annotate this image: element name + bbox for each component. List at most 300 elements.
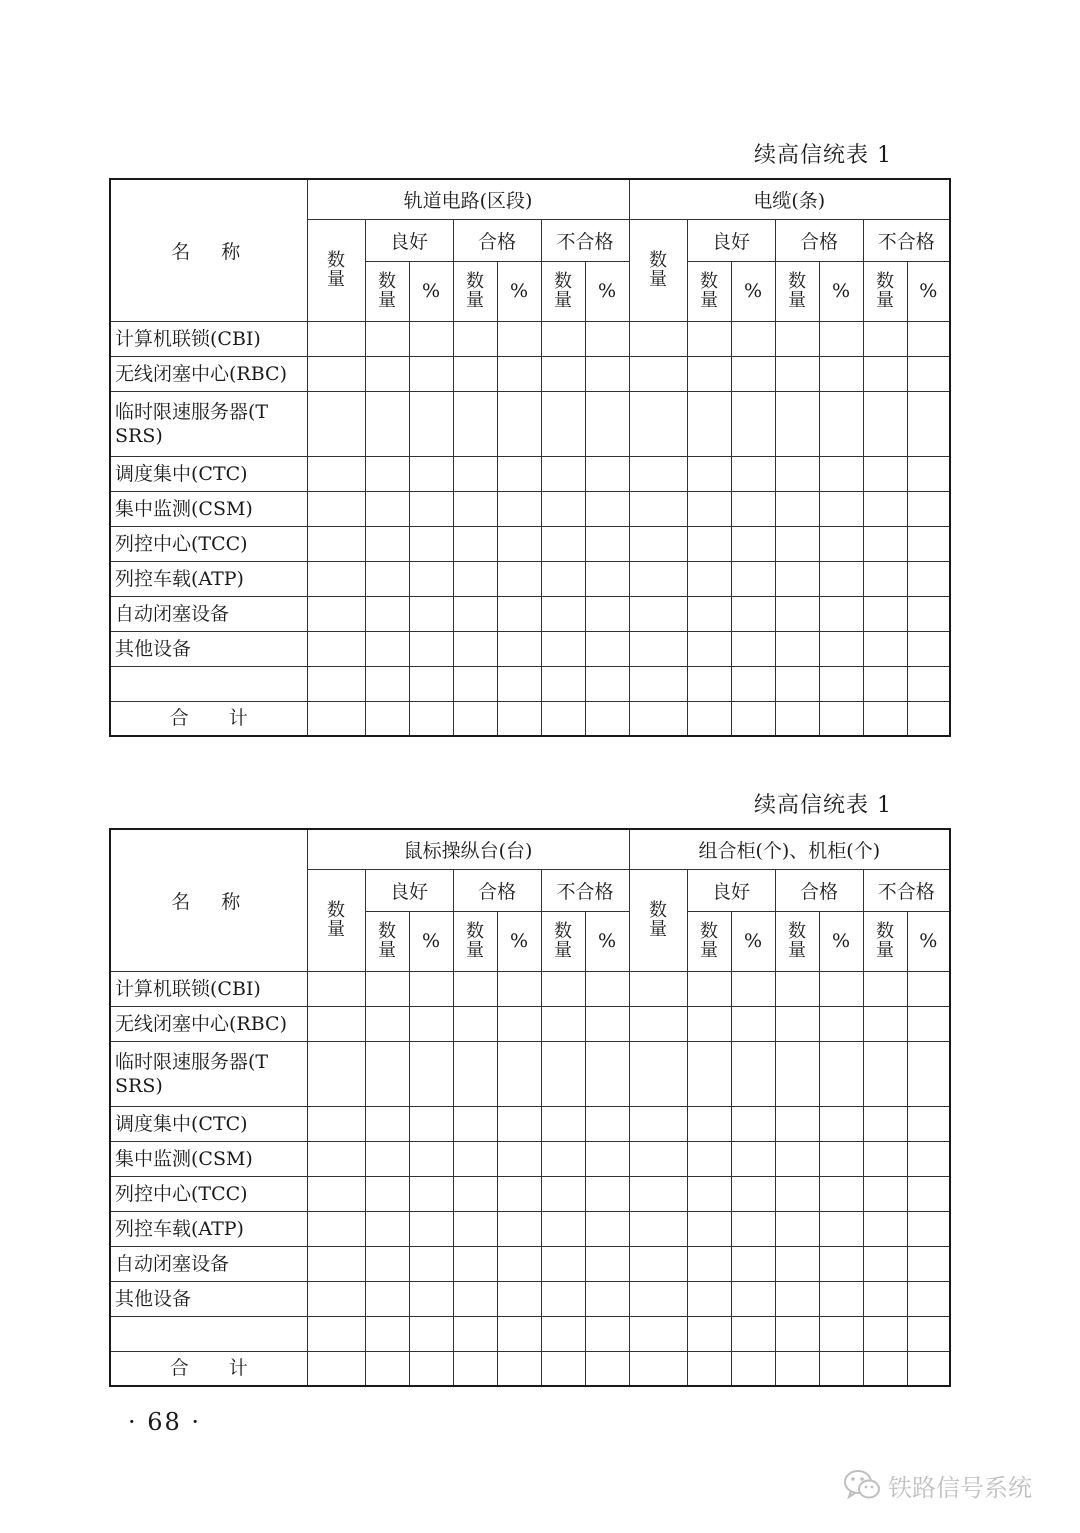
empty-cell[interactable] xyxy=(497,701,541,736)
empty-cell[interactable] xyxy=(365,391,409,456)
empty-cell[interactable] xyxy=(585,1041,629,1106)
empty-cell[interactable] xyxy=(585,1141,629,1176)
empty-cell[interactable] xyxy=(541,1176,585,1211)
empty-cell[interactable] xyxy=(497,561,541,596)
empty-cell[interactable] xyxy=(365,1246,409,1281)
empty-cell[interactable] xyxy=(585,391,629,456)
empty-cell[interactable] xyxy=(497,1211,541,1246)
empty-cell[interactable] xyxy=(907,631,950,666)
empty-cell[interactable] xyxy=(409,701,453,736)
empty-cell[interactable] xyxy=(863,701,907,736)
empty-cell[interactable] xyxy=(731,631,775,666)
empty-cell[interactable] xyxy=(541,971,585,1006)
empty-cell[interactable] xyxy=(775,1141,819,1176)
empty-cell[interactable] xyxy=(497,526,541,561)
empty-cell[interactable] xyxy=(629,491,687,526)
empty-cell[interactable] xyxy=(629,1141,687,1176)
empty-cell[interactable] xyxy=(863,1141,907,1176)
empty-cell[interactable] xyxy=(409,1176,453,1211)
empty-cell[interactable] xyxy=(731,456,775,491)
empty-cell[interactable] xyxy=(687,491,731,526)
empty-cell[interactable] xyxy=(409,1316,453,1351)
empty-cell[interactable] xyxy=(307,596,365,631)
empty-cell[interactable] xyxy=(365,491,409,526)
empty-cell[interactable] xyxy=(365,321,409,356)
empty-cell[interactable] xyxy=(365,456,409,491)
empty-cell[interactable] xyxy=(687,1281,731,1316)
empty-cell[interactable] xyxy=(365,526,409,561)
empty-cell[interactable] xyxy=(687,1246,731,1281)
empty-cell[interactable] xyxy=(629,701,687,736)
empty-cell[interactable] xyxy=(585,1281,629,1316)
empty-cell[interactable] xyxy=(307,1041,365,1106)
empty-cell[interactable] xyxy=(585,526,629,561)
empty-cell[interactable] xyxy=(629,1106,687,1141)
empty-cell[interactable] xyxy=(453,1281,497,1316)
empty-cell[interactable] xyxy=(731,321,775,356)
empty-cell[interactable] xyxy=(863,1281,907,1316)
empty-cell[interactable] xyxy=(585,491,629,526)
empty-cell[interactable] xyxy=(453,1176,497,1211)
empty-cell[interactable] xyxy=(819,596,863,631)
empty-cell[interactable] xyxy=(907,1006,950,1041)
empty-cell[interactable] xyxy=(453,321,497,356)
empty-cell[interactable] xyxy=(819,491,863,526)
empty-cell[interactable] xyxy=(453,1006,497,1041)
empty-cell[interactable] xyxy=(409,391,453,456)
empty-cell[interactable] xyxy=(307,1246,365,1281)
empty-cell[interactable] xyxy=(541,1006,585,1041)
empty-cell[interactable] xyxy=(731,1316,775,1351)
empty-cell[interactable] xyxy=(409,1141,453,1176)
empty-cell[interactable] xyxy=(629,356,687,391)
empty-cell[interactable] xyxy=(863,356,907,391)
empty-cell[interactable] xyxy=(863,561,907,596)
empty-cell[interactable] xyxy=(585,1316,629,1351)
empty-cell[interactable] xyxy=(585,561,629,596)
empty-cell[interactable] xyxy=(731,491,775,526)
empty-cell[interactable] xyxy=(731,701,775,736)
empty-cell[interactable] xyxy=(687,1351,731,1386)
empty-cell[interactable] xyxy=(775,526,819,561)
empty-cell[interactable] xyxy=(863,1176,907,1211)
empty-cell[interactable] xyxy=(775,561,819,596)
empty-cell[interactable] xyxy=(863,1246,907,1281)
empty-cell[interactable] xyxy=(541,356,585,391)
empty-cell[interactable] xyxy=(409,1106,453,1141)
empty-cell[interactable] xyxy=(819,456,863,491)
empty-cell[interactable] xyxy=(453,391,497,456)
empty-cell[interactable] xyxy=(629,456,687,491)
empty-cell[interactable] xyxy=(629,1006,687,1041)
empty-cell[interactable] xyxy=(731,1351,775,1386)
empty-cell[interactable] xyxy=(907,1351,950,1386)
empty-cell[interactable] xyxy=(585,456,629,491)
empty-cell[interactable] xyxy=(775,1041,819,1106)
empty-cell[interactable] xyxy=(819,1176,863,1211)
empty-cell[interactable] xyxy=(731,971,775,1006)
empty-cell[interactable] xyxy=(307,1316,365,1351)
empty-cell[interactable] xyxy=(687,1316,731,1351)
empty-cell[interactable] xyxy=(687,356,731,391)
empty-cell[interactable] xyxy=(907,1316,950,1351)
empty-cell[interactable] xyxy=(907,666,950,701)
empty-cell[interactable] xyxy=(497,1281,541,1316)
empty-cell[interactable] xyxy=(409,1246,453,1281)
empty-cell[interactable] xyxy=(541,666,585,701)
empty-cell[interactable] xyxy=(541,1141,585,1176)
empty-cell[interactable] xyxy=(687,971,731,1006)
empty-cell[interactable] xyxy=(541,1316,585,1351)
empty-cell[interactable] xyxy=(731,596,775,631)
empty-cell[interactable] xyxy=(365,666,409,701)
empty-cell[interactable] xyxy=(907,526,950,561)
empty-cell[interactable] xyxy=(365,356,409,391)
empty-cell[interactable] xyxy=(907,1281,950,1316)
empty-cell[interactable] xyxy=(819,971,863,1006)
empty-cell[interactable] xyxy=(365,1176,409,1211)
empty-cell[interactable] xyxy=(687,321,731,356)
empty-cell[interactable] xyxy=(687,1041,731,1106)
empty-cell[interactable] xyxy=(497,971,541,1006)
empty-cell[interactable] xyxy=(541,491,585,526)
empty-cell[interactable] xyxy=(819,1211,863,1246)
empty-cell[interactable] xyxy=(585,1246,629,1281)
empty-cell[interactable] xyxy=(775,971,819,1006)
empty-cell[interactable] xyxy=(629,1351,687,1386)
empty-cell[interactable] xyxy=(863,321,907,356)
empty-cell[interactable] xyxy=(541,391,585,456)
empty-cell[interactable] xyxy=(863,1006,907,1041)
empty-cell[interactable] xyxy=(453,631,497,666)
empty-cell[interactable] xyxy=(307,391,365,456)
empty-cell[interactable] xyxy=(541,456,585,491)
empty-cell[interactable] xyxy=(775,1176,819,1211)
empty-cell[interactable] xyxy=(629,1281,687,1316)
empty-cell[interactable] xyxy=(819,391,863,456)
empty-cell[interactable] xyxy=(585,356,629,391)
empty-cell[interactable] xyxy=(775,1246,819,1281)
empty-cell[interactable] xyxy=(409,321,453,356)
empty-cell[interactable] xyxy=(819,1006,863,1041)
empty-cell[interactable] xyxy=(585,666,629,701)
empty-cell[interactable] xyxy=(497,1041,541,1106)
empty-cell[interactable] xyxy=(541,1351,585,1386)
empty-cell[interactable] xyxy=(863,1316,907,1351)
empty-cell[interactable] xyxy=(907,1041,950,1106)
empty-cell[interactable] xyxy=(585,1211,629,1246)
empty-cell[interactable] xyxy=(687,561,731,596)
empty-cell[interactable] xyxy=(497,356,541,391)
empty-cell[interactable] xyxy=(453,561,497,596)
empty-cell[interactable] xyxy=(307,1141,365,1176)
empty-cell[interactable] xyxy=(687,596,731,631)
empty-cell[interactable] xyxy=(585,701,629,736)
empty-cell[interactable] xyxy=(453,1246,497,1281)
empty-cell[interactable] xyxy=(731,1246,775,1281)
empty-cell[interactable] xyxy=(585,631,629,666)
empty-cell[interactable] xyxy=(541,1246,585,1281)
empty-cell[interactable] xyxy=(907,321,950,356)
empty-cell[interactable] xyxy=(497,321,541,356)
empty-cell[interactable] xyxy=(497,1316,541,1351)
empty-cell[interactable] xyxy=(731,391,775,456)
empty-cell[interactable] xyxy=(907,1176,950,1211)
empty-cell[interactable] xyxy=(819,1041,863,1106)
empty-cell[interactable] xyxy=(775,356,819,391)
empty-cell[interactable] xyxy=(409,491,453,526)
empty-cell[interactable] xyxy=(863,596,907,631)
empty-cell[interactable] xyxy=(409,356,453,391)
empty-cell[interactable] xyxy=(775,631,819,666)
empty-cell[interactable] xyxy=(775,1211,819,1246)
empty-cell[interactable] xyxy=(775,666,819,701)
empty-cell[interactable] xyxy=(731,1106,775,1141)
empty-cell[interactable] xyxy=(453,1211,497,1246)
empty-cell[interactable] xyxy=(863,1351,907,1386)
empty-cell[interactable] xyxy=(453,596,497,631)
empty-cell[interactable] xyxy=(731,1141,775,1176)
empty-cell[interactable] xyxy=(687,526,731,561)
empty-cell[interactable] xyxy=(775,456,819,491)
empty-cell[interactable] xyxy=(629,1316,687,1351)
empty-cell[interactable] xyxy=(863,1106,907,1141)
empty-cell[interactable] xyxy=(775,596,819,631)
empty-cell[interactable] xyxy=(365,971,409,1006)
empty-cell[interactable] xyxy=(585,596,629,631)
empty-cell[interactable] xyxy=(731,1211,775,1246)
empty-cell[interactable] xyxy=(365,631,409,666)
empty-cell[interactable] xyxy=(863,391,907,456)
empty-cell[interactable] xyxy=(497,1176,541,1211)
empty-cell[interactable] xyxy=(863,491,907,526)
empty-cell[interactable] xyxy=(687,1006,731,1041)
empty-cell[interactable] xyxy=(907,1141,950,1176)
empty-cell[interactable] xyxy=(365,1041,409,1106)
empty-cell[interactable] xyxy=(307,1006,365,1041)
empty-cell[interactable] xyxy=(453,1141,497,1176)
empty-cell[interactable] xyxy=(365,596,409,631)
empty-cell[interactable] xyxy=(907,1211,950,1246)
empty-cell[interactable] xyxy=(409,526,453,561)
empty-cell[interactable] xyxy=(585,1176,629,1211)
empty-cell[interactable] xyxy=(453,1041,497,1106)
empty-cell[interactable] xyxy=(497,1141,541,1176)
empty-cell[interactable] xyxy=(687,701,731,736)
empty-cell[interactable] xyxy=(409,971,453,1006)
empty-cell[interactable] xyxy=(409,1281,453,1316)
empty-cell[interactable] xyxy=(775,491,819,526)
empty-cell[interactable] xyxy=(409,631,453,666)
empty-cell[interactable] xyxy=(687,1211,731,1246)
empty-cell[interactable] xyxy=(409,1211,453,1246)
empty-cell[interactable] xyxy=(907,1246,950,1281)
empty-cell[interactable] xyxy=(585,321,629,356)
empty-cell[interactable] xyxy=(629,1211,687,1246)
empty-cell[interactable] xyxy=(453,1316,497,1351)
empty-cell[interactable] xyxy=(307,491,365,526)
empty-cell[interactable] xyxy=(775,1351,819,1386)
empty-cell[interactable] xyxy=(687,666,731,701)
empty-cell[interactable] xyxy=(365,561,409,596)
empty-cell[interactable] xyxy=(819,1106,863,1141)
empty-cell[interactable] xyxy=(775,391,819,456)
empty-cell[interactable] xyxy=(819,321,863,356)
empty-cell[interactable] xyxy=(629,391,687,456)
empty-cell[interactable] xyxy=(497,456,541,491)
empty-cell[interactable] xyxy=(629,561,687,596)
empty-cell[interactable] xyxy=(907,596,950,631)
empty-cell[interactable] xyxy=(775,701,819,736)
empty-cell[interactable] xyxy=(307,666,365,701)
empty-cell[interactable] xyxy=(497,491,541,526)
empty-cell[interactable] xyxy=(497,1006,541,1041)
empty-cell[interactable] xyxy=(497,1246,541,1281)
empty-cell[interactable] xyxy=(687,631,731,666)
empty-cell[interactable] xyxy=(307,561,365,596)
empty-cell[interactable] xyxy=(863,1211,907,1246)
empty-cell[interactable] xyxy=(307,971,365,1006)
empty-cell[interactable] xyxy=(541,526,585,561)
empty-cell[interactable] xyxy=(775,1006,819,1041)
empty-cell[interactable] xyxy=(365,1211,409,1246)
empty-cell[interactable] xyxy=(819,1316,863,1351)
empty-cell[interactable] xyxy=(687,391,731,456)
empty-cell[interactable] xyxy=(731,1006,775,1041)
empty-cell[interactable] xyxy=(453,701,497,736)
empty-cell[interactable] xyxy=(863,456,907,491)
empty-cell[interactable] xyxy=(863,971,907,1006)
empty-cell[interactable] xyxy=(819,1281,863,1316)
empty-cell[interactable] xyxy=(453,456,497,491)
empty-cell[interactable] xyxy=(629,321,687,356)
empty-cell[interactable] xyxy=(775,1106,819,1141)
empty-cell[interactable] xyxy=(409,456,453,491)
empty-cell[interactable] xyxy=(863,1041,907,1106)
empty-cell[interactable] xyxy=(541,561,585,596)
empty-cell[interactable] xyxy=(365,1281,409,1316)
empty-cell[interactable] xyxy=(907,561,950,596)
empty-cell[interactable] xyxy=(629,631,687,666)
empty-cell[interactable] xyxy=(497,1106,541,1141)
empty-cell[interactable] xyxy=(409,666,453,701)
empty-cell[interactable] xyxy=(307,1351,365,1386)
empty-cell[interactable] xyxy=(775,321,819,356)
empty-cell[interactable] xyxy=(629,596,687,631)
empty-cell[interactable] xyxy=(541,596,585,631)
empty-cell[interactable] xyxy=(365,1106,409,1141)
empty-cell[interactable] xyxy=(585,971,629,1006)
empty-cell[interactable] xyxy=(541,321,585,356)
empty-cell[interactable] xyxy=(731,526,775,561)
empty-cell[interactable] xyxy=(365,701,409,736)
empty-cell[interactable] xyxy=(307,1281,365,1316)
empty-cell[interactable] xyxy=(687,1106,731,1141)
empty-cell[interactable] xyxy=(819,701,863,736)
empty-cell[interactable] xyxy=(863,526,907,561)
empty-cell[interactable] xyxy=(541,631,585,666)
empty-cell[interactable] xyxy=(541,701,585,736)
empty-cell[interactable] xyxy=(307,526,365,561)
empty-cell[interactable] xyxy=(819,1141,863,1176)
empty-cell[interactable] xyxy=(629,1246,687,1281)
empty-cell[interactable] xyxy=(307,1106,365,1141)
empty-cell[interactable] xyxy=(585,1106,629,1141)
empty-cell[interactable] xyxy=(731,1281,775,1316)
empty-cell[interactable] xyxy=(541,1281,585,1316)
empty-cell[interactable] xyxy=(409,596,453,631)
empty-cell[interactable] xyxy=(629,1041,687,1106)
empty-cell[interactable] xyxy=(907,1106,950,1141)
empty-cell[interactable] xyxy=(819,631,863,666)
empty-cell[interactable] xyxy=(585,1006,629,1041)
empty-cell[interactable] xyxy=(541,1106,585,1141)
empty-cell[interactable] xyxy=(687,456,731,491)
empty-cell[interactable] xyxy=(365,1316,409,1351)
empty-cell[interactable] xyxy=(629,971,687,1006)
empty-cell[interactable] xyxy=(819,356,863,391)
empty-cell[interactable] xyxy=(365,1351,409,1386)
empty-cell[interactable] xyxy=(731,356,775,391)
empty-cell[interactable] xyxy=(453,491,497,526)
empty-cell[interactable] xyxy=(863,666,907,701)
empty-cell[interactable] xyxy=(687,1141,731,1176)
empty-cell[interactable] xyxy=(497,666,541,701)
empty-cell[interactable] xyxy=(497,1351,541,1386)
empty-cell[interactable] xyxy=(629,666,687,701)
empty-cell[interactable] xyxy=(731,561,775,596)
empty-cell[interactable] xyxy=(819,666,863,701)
empty-cell[interactable] xyxy=(731,1041,775,1106)
empty-cell[interactable] xyxy=(907,971,950,1006)
empty-cell[interactable] xyxy=(863,631,907,666)
empty-cell[interactable] xyxy=(687,1176,731,1211)
empty-cell[interactable] xyxy=(629,526,687,561)
empty-cell[interactable] xyxy=(365,1006,409,1041)
empty-cell[interactable] xyxy=(541,1041,585,1106)
empty-cell[interactable] xyxy=(453,666,497,701)
empty-cell[interactable] xyxy=(453,1106,497,1141)
empty-cell[interactable] xyxy=(819,1351,863,1386)
empty-cell[interactable] xyxy=(453,526,497,561)
empty-cell[interactable] xyxy=(907,456,950,491)
empty-cell[interactable] xyxy=(775,1281,819,1316)
empty-cell[interactable] xyxy=(409,1041,453,1106)
empty-cell[interactable] xyxy=(307,1176,365,1211)
empty-cell[interactable] xyxy=(409,1351,453,1386)
empty-cell[interactable] xyxy=(907,391,950,456)
empty-cell[interactable] xyxy=(307,356,365,391)
empty-cell[interactable] xyxy=(307,456,365,491)
empty-cell[interactable] xyxy=(365,1141,409,1176)
empty-cell[interactable] xyxy=(453,356,497,391)
empty-cell[interactable] xyxy=(497,596,541,631)
empty-cell[interactable] xyxy=(819,1246,863,1281)
empty-cell[interactable] xyxy=(541,1211,585,1246)
empty-cell[interactable] xyxy=(307,1211,365,1246)
empty-cell[interactable] xyxy=(307,701,365,736)
empty-cell[interactable] xyxy=(497,391,541,456)
empty-cell[interactable] xyxy=(453,971,497,1006)
empty-cell[interactable] xyxy=(585,1351,629,1386)
empty-cell[interactable] xyxy=(307,631,365,666)
empty-cell[interactable] xyxy=(497,631,541,666)
empty-cell[interactable] xyxy=(629,1176,687,1211)
empty-cell[interactable] xyxy=(731,666,775,701)
empty-cell[interactable] xyxy=(819,561,863,596)
empty-cell[interactable] xyxy=(819,526,863,561)
empty-cell[interactable] xyxy=(907,701,950,736)
